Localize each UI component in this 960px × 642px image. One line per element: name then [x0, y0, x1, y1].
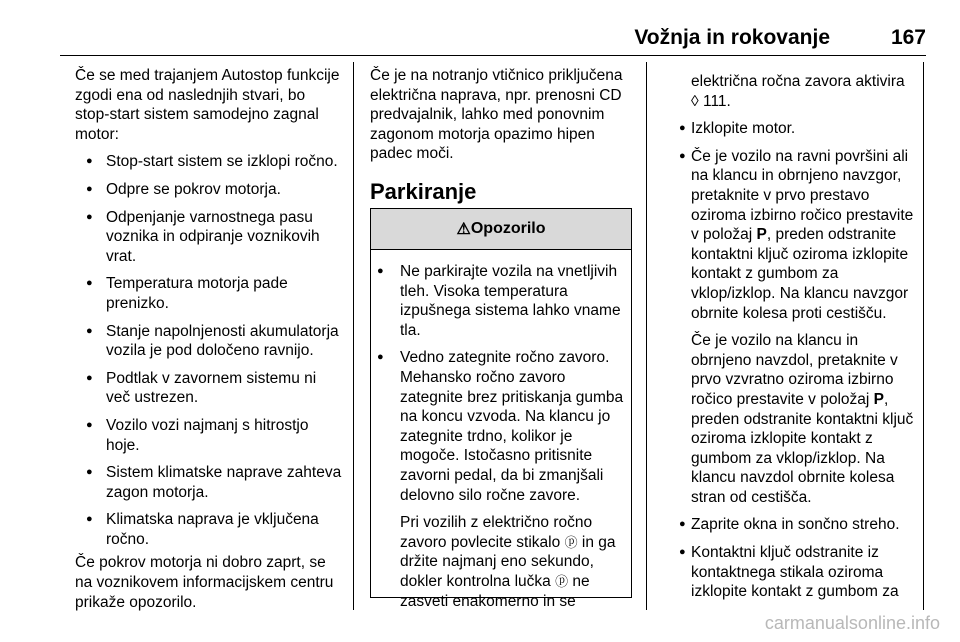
list-item: ● Klimatska naprava je vključena ročno.: [75, 510, 343, 549]
gear-p-label: P: [756, 226, 767, 244]
warning-sub-text-a: Pri vozilih z električno ročno zavoro povlecite stikalo: [400, 514, 593, 551]
list-item: ● Odpenjanje varnostnega pasu voznika in odpiranje voznikovih vrat.: [75, 208, 343, 267]
list-item: ● Ne parkirajte vozila na vnetljivih tleh. Visoka temperatura izpušnega sistema lahko vname tla.: [377, 262, 625, 340]
list-item: ● Sistem klimatske naprave zahteva zagon motorja.: [75, 463, 343, 502]
column-2: [370, 66, 632, 216]
gear-p-label: P: [873, 390, 884, 408]
header-divider: [60, 55, 926, 56]
list-item: [668, 147, 916, 508]
outro-paragraph: Če pokrov motorja ni dobro zaprt, se na voznikovem informacijskem centru prikaže opozorilo.: [75, 554, 334, 611]
warning-header: [371, 209, 631, 250]
list-item: ● Podtlak v zavornem sistemu ni več ustrezen.: [75, 369, 343, 408]
section-header-title: Vožnja in rokovanje: [634, 26, 830, 49]
list-item: [377, 348, 625, 611]
parking-brake-icon: ⓟ: [555, 573, 569, 589]
list-item: ● Vozilo vozi najmanj s hitrostjo hoje.: [75, 416, 343, 455]
list-item: ● Zaprite okna in sončno streho.: [668, 515, 916, 535]
intro-paragraph: Če se med trajanjem Autostop funkcije zgodi ena od naslednjih stvari, bo stop-start sistem samodejno zagnal motor:: [75, 67, 340, 143]
column-3: [668, 72, 916, 610]
step-text: [691, 147, 916, 323]
reference-arrow-icon: ◊: [691, 92, 699, 110]
warning-triangle-icon: ⚠: [456, 221, 471, 238]
continuation-text: električna ročna zavora aktivira: [691, 73, 905, 90]
warning-sub-paragraph: [400, 513, 625, 611]
power-drop-paragraph: Če je na notranjo vtičnico priključena električna naprava, npr. prenosni CD predvajalnik, lahko med ponovnim zagonom motorja opazimo hipen padec moči.: [370, 67, 623, 163]
step-sub-paragraph: [691, 331, 916, 507]
step-text-b: , preden odstranite kontaktni ključ oziroma izklopite kontakt z gumbom za vklop/izklop. Na klancu navzgor obrnite kolesa proti cestišču.: [691, 226, 909, 322]
warning-body: [371, 250, 631, 611]
warning-list: [377, 262, 625, 611]
column-1: [75, 66, 343, 620]
column-divider: [353, 62, 354, 610]
parking-brake-icon: ⓟ: [564, 534, 578, 550]
page-reference: 111.: [702, 92, 731, 110]
list-item: ● Kontaktni ključ odstranite iz kontaktnega stikala oziroma izklopite kontakt z gumbom za: [668, 543, 916, 602]
parking-steps-list: [668, 119, 916, 602]
page-number: 167: [890, 26, 926, 49]
list-item: ● Stanje napolnjenosti akumulatorja vozila je pod določeno ravnijo.: [75, 322, 343, 361]
list-item: ● Stop-start sistem se izklopi ročno.: [75, 152, 343, 172]
page-header: [0, 24, 926, 56]
step-sub-text-b: , preden odstranite kontaktni ključ oziroma izklopite kontakt z gumbom za vklop/izklop. Na klancu navzdol obrnite kolesa stran od cestišča.: [691, 390, 914, 506]
section-title-parking: Parkiranje: [370, 178, 477, 204]
step-text-a: Če je vozilo na ravni površini ali na klancu in obrnjeno navzgor, pretaknite v prvo prestavo oziroma izbirno ročico prestavite v položaj: [691, 147, 914, 244]
step-sub-text-a: Če je vozilo na klancu in obrnjeno navzdol, pretaknite v prvo vzvratno oziroma izbirno ročico prestavite v položaj: [691, 332, 898, 408]
warning-title: Opozorilo: [470, 220, 546, 237]
column-divider: [646, 62, 647, 610]
watermark: carmanualsonline.info: [764, 613, 940, 633]
list-item: ● Odpre se pokrov motorja.: [75, 180, 343, 200]
warning-bullet-text: ● Vedno zategnite ročno zavoro. Mehansko ročno zavoro zategnite brez pritiskanja gumba na koncu vzvoda. Na klancu jo zategnite trdno, kolikor je mogoče. Istočasno pritisnite zavorni pedal, da bi zmanjšali delovno silo ročne zavore.: [400, 349, 624, 504]
warning-box: [370, 208, 632, 610]
column-divider: [923, 62, 924, 610]
list-item: ● Temperatura motorja pade prenizko.: [75, 274, 343, 313]
restart-conditions-list: [75, 152, 343, 549]
warning-sub-text-c: ne zasveti enakomerno in se: [400, 572, 590, 610]
warning-sub-text-b: in ga držite najmanj eno sekundo, dokler kontrolna lučka: [400, 533, 616, 590]
continuation-paragraph: [668, 72, 916, 111]
list-item: ● Izklopite motor.: [668, 119, 916, 139]
